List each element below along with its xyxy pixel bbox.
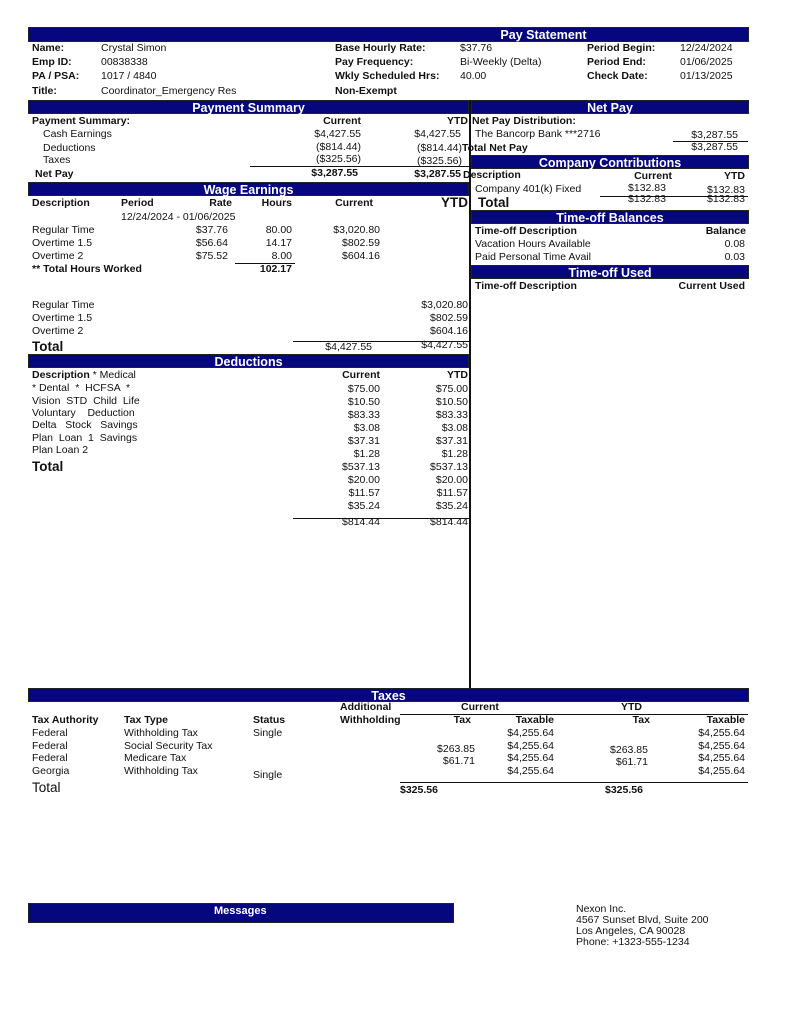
tax-status: Single (253, 769, 283, 781)
deductions-total-current: $814.44 (342, 516, 380, 528)
ytd-taxable: $4,255.64 (698, 765, 745, 777)
deduction-ytd: $10.50 (435, 396, 468, 408)
taxes-total-ytd: $325.56 (605, 784, 643, 796)
ytd-taxable-header: Taxable (706, 714, 745, 726)
deductions-total-ytd: $814.44 (430, 516, 468, 528)
deduction-line: Vision STD Child Life (32, 395, 140, 407)
deduction-ytd: $1.28 (441, 448, 468, 460)
balance-value: 0.08 (724, 238, 745, 250)
tax-status: Single (253, 727, 283, 739)
deduction-line: Voluntary Deduction (32, 407, 135, 419)
scheduled-hours-label: Wkly Scheduled Hrs: (335, 70, 440, 82)
frequency-value: Bi-Weekly (Delta) (460, 56, 542, 68)
contrib-item-current: $132.83 (628, 182, 666, 194)
deduction-line: * Dental * HCFSA * (32, 382, 131, 394)
deduction-current: $11.57 (348, 487, 380, 499)
pa-value: 1017 / 4840 (101, 70, 157, 82)
wage-rate: $37.76 (195, 224, 228, 236)
messages-header: Messages (28, 903, 454, 923)
deduction-ytd: $37.31 (435, 435, 468, 447)
taxes-header-rule (400, 714, 748, 715)
deduction-ytd: $75.00 (435, 383, 468, 395)
taxes-total-current: $325.56 (400, 784, 438, 796)
contrib-description-header: Description (463, 169, 521, 181)
deduction-current: $20.00 (347, 474, 380, 486)
net-pay-distribution-heading: Net Pay Distribution: (472, 115, 576, 127)
summary-label: Deductions (43, 142, 96, 154)
wages-total-label: Total (32, 339, 64, 354)
deduction-current: $75.00 (347, 383, 380, 395)
net-pay-current: $3,287.55 (311, 167, 358, 179)
wage-current: $802.59 (342, 237, 380, 249)
check-date-value: 01/13/2025 (680, 70, 733, 82)
deduction-line: Plan Loan 2 (32, 444, 89, 456)
pa-label: PA / PSA: (32, 70, 80, 82)
ytd-taxable: $4,255.64 (698, 727, 745, 739)
frequency-label: Pay Frequency: (335, 56, 414, 68)
payment-summary-header: Payment Summary (28, 100, 469, 114)
total-hours-label: ** Total Hours Worked (32, 263, 142, 275)
tax-type: Withholding Tax (124, 765, 198, 777)
tax-authority: Federal (32, 752, 68, 764)
deduction-ytd: $35.24 (435, 500, 468, 512)
bank-amount: $3,287.55 (691, 129, 738, 141)
deduction-current: $537.13 (342, 461, 380, 473)
deduction-current: $10.50 (347, 396, 380, 408)
summary-current: ($325.56) (316, 153, 361, 165)
exempt-status: Non-Exempt (335, 85, 397, 97)
current-tax-header: Tax (453, 714, 471, 726)
current-taxable: $4,255.64 (507, 727, 554, 739)
wages-period: 12/24/2024 - 01/06/2025 (121, 211, 236, 223)
contrib-item: Company 401(k) Fixed (475, 183, 582, 195)
period-begin-label: Period Begin: (587, 42, 656, 54)
deductions-description-label: Description (32, 369, 90, 381)
tax-type-header: Tax Type (124, 714, 168, 726)
deductions-header: Deductions (28, 354, 469, 368)
deduction-ytd: $3.08 (441, 422, 468, 434)
wages-total-ytd: $4,427.55 (421, 339, 468, 351)
summary-current-header: Current (323, 115, 361, 127)
contrib-total-ytd: $132.83 (707, 193, 745, 205)
wage-rate: $75.52 (195, 250, 228, 262)
deductions-description-header (32, 369, 136, 381)
additional-label: Additional (340, 701, 392, 713)
contrib-item-ytd: $132.83 (707, 184, 745, 196)
deduction-line: * Medical (89, 369, 136, 381)
tax-authority: Federal (32, 727, 68, 739)
taxes-total-label: Total (32, 780, 61, 795)
summary-current: ($814.44) (316, 141, 361, 153)
tax-type: Social Security Tax (124, 740, 213, 752)
total-net-pay-value: $3,287.55 (691, 141, 738, 153)
wages-hours-header: Hours (261, 197, 292, 209)
name-value: Crystal Simon (101, 42, 167, 54)
wage-rate: $56.64 (195, 237, 228, 249)
summary-ytd: ($814.44) (417, 142, 462, 154)
contrib-total-current: $132.83 (628, 193, 666, 205)
deduction-ytd: $83.33 (435, 409, 468, 421)
wage-current: $604.16 (342, 250, 380, 262)
taxes-header: Taxes (28, 688, 749, 702)
name-label: Name: (32, 42, 65, 54)
check-date-label: Check Date: (587, 70, 648, 82)
company-name: Nexon Inc. (576, 903, 627, 915)
balance-label: Paid Personal Time Avail (475, 251, 591, 263)
deduction-current: $3.08 (353, 422, 380, 434)
wage-hours: 80.00 (265, 224, 292, 236)
tax-type: Withholding Tax (124, 727, 198, 739)
summary-ytd-header: YTD (447, 115, 468, 127)
used-current-header: Current Used (678, 280, 745, 292)
net-pay-header: Net Pay (471, 100, 749, 114)
empid-value: 00838338 (101, 56, 148, 68)
company-city: Los Angeles, CA 90028 (576, 925, 686, 937)
total-net-pay-label: Total Net Pay (462, 142, 528, 154)
tax-authority-header: Tax Authority (32, 714, 99, 726)
contrib-total-label: Total (478, 195, 510, 210)
net-pay-ytd: $3,287.55 (414, 168, 461, 180)
current-taxable: $4,255.64 (507, 740, 554, 752)
company-street: 4567 Sunset Blvd, Suite 200 (576, 914, 709, 926)
ytd-taxable: $4,255.64 (698, 740, 745, 752)
summary-ytd: $4,427.55 (414, 128, 461, 140)
bank-account: The Bancorp Bank ***2716 (475, 128, 601, 140)
deduction-current: $83.33 (347, 409, 380, 421)
summary-total-rule (250, 166, 469, 167)
wages-current-header: Current (335, 197, 373, 209)
summary-label: Cash Earnings (43, 128, 112, 140)
balance-value: 0.03 (724, 251, 745, 263)
title-value: Coordinator_Emergency Res (101, 85, 237, 97)
wage-label: Overtime 1.5 (32, 237, 93, 249)
deduction-current: $37.31 (347, 435, 380, 447)
wage-earnings-header: Wage Earnings (28, 182, 469, 196)
wage-ytd-value: $604.16 (430, 325, 468, 337)
wage-hours: 14.17 (265, 237, 292, 249)
timeoff-used-header: Time-off Used (471, 265, 749, 279)
wage-current: $3,020.80 (333, 224, 380, 236)
deductions-ytd-header: YTD (447, 369, 468, 381)
current-taxable: $4,255.64 (507, 752, 554, 764)
wages-ytd-header: YTD (441, 195, 468, 210)
total-hours-value: 102.17 (259, 263, 292, 275)
net-pay-label: Net Pay (35, 168, 74, 180)
summary-ytd: ($325.56) (417, 155, 462, 167)
deductions-total-label: Total (32, 459, 64, 474)
title-label: Title: (32, 85, 57, 97)
contrib-ytd-header: YTD (724, 170, 745, 182)
tax-authority: Georgia (32, 765, 70, 777)
ytd-tax: $263.85 (610, 744, 648, 756)
column-divider (469, 100, 471, 688)
deduction-current: $1.28 (353, 448, 380, 460)
period-end-label: Period End: (587, 56, 646, 68)
ytd-tax: $61.71 (615, 756, 648, 768)
taxes-total-rule (400, 782, 748, 783)
company-phone: Phone: +1323-555-1234 (576, 936, 690, 948)
summary-current: $4,427.55 (314, 128, 361, 140)
taxes-current-header: Current (461, 701, 499, 713)
wage-label: Overtime 2 (32, 250, 84, 262)
deduction-ytd: $11.57 (436, 487, 468, 499)
ytd-tax-header: Tax (632, 714, 650, 726)
period-begin-value: 12/24/2024 (680, 42, 733, 54)
contrib-current-header: Current (634, 170, 672, 182)
deduction-ytd: $20.00 (435, 474, 468, 486)
deduction-ytd: $537.13 (430, 461, 468, 473)
pay-statement-header: Pay Statement (28, 27, 749, 42)
current-taxable: $4,255.64 (507, 765, 554, 777)
current-tax: $61.71 (442, 755, 475, 767)
balances-description-header: Time-off Description (475, 225, 577, 237)
period-end-value: 01/06/2025 (680, 56, 733, 68)
wage-ytd-label: Overtime 1.5 (32, 312, 93, 324)
rate-value: $37.76 (460, 42, 493, 54)
summary-label: Taxes (43, 154, 71, 166)
wages-description-header: Description (32, 197, 90, 209)
company-contributions-header: Company Contributions (471, 155, 749, 169)
timeoff-balances-header: Time-off Balances (471, 210, 749, 224)
balances-balance-header: Balance (705, 225, 746, 237)
current-tax: $263.85 (437, 743, 475, 755)
wage-ytd-label: Overtime 2 (32, 325, 84, 337)
wages-rate-header: Rate (209, 197, 232, 209)
wage-ytd-value: $3,020.80 (421, 299, 468, 311)
current-taxable-header: Taxable (515, 714, 554, 726)
used-description-header: Time-off Description (475, 280, 577, 292)
deductions-current-header: Current (342, 369, 380, 381)
deduction-line: Delta Stock Savings (32, 419, 138, 431)
wage-label: Regular Time (32, 224, 95, 236)
rate-label: Base Hourly Rate: (335, 42, 426, 54)
tax-status-header: Status (253, 714, 286, 726)
wages-total-current: $4,427.55 (325, 341, 372, 353)
withholding-label: Withholding (340, 714, 401, 726)
deduction-line: Plan Loan 1 Savings (32, 432, 138, 444)
wage-hours: 8.00 (271, 250, 292, 262)
wage-ytd-value: $802.59 (430, 312, 468, 324)
scheduled-hours-value: 40.00 (460, 70, 487, 82)
tax-type: Medicare Tax (124, 752, 187, 764)
ytd-taxable: $4,255.64 (698, 752, 745, 764)
tax-authority: Federal (32, 740, 68, 752)
wages-period-header: Period (121, 197, 154, 209)
empid-label: Emp ID: (32, 56, 72, 68)
wage-ytd-label: Regular Time (32, 299, 95, 311)
deduction-current: $35.24 (347, 500, 380, 512)
summary-heading: Payment Summary: (32, 115, 131, 127)
taxes-ytd-header: YTD (621, 701, 642, 713)
balance-label: Vacation Hours Available (475, 238, 591, 250)
